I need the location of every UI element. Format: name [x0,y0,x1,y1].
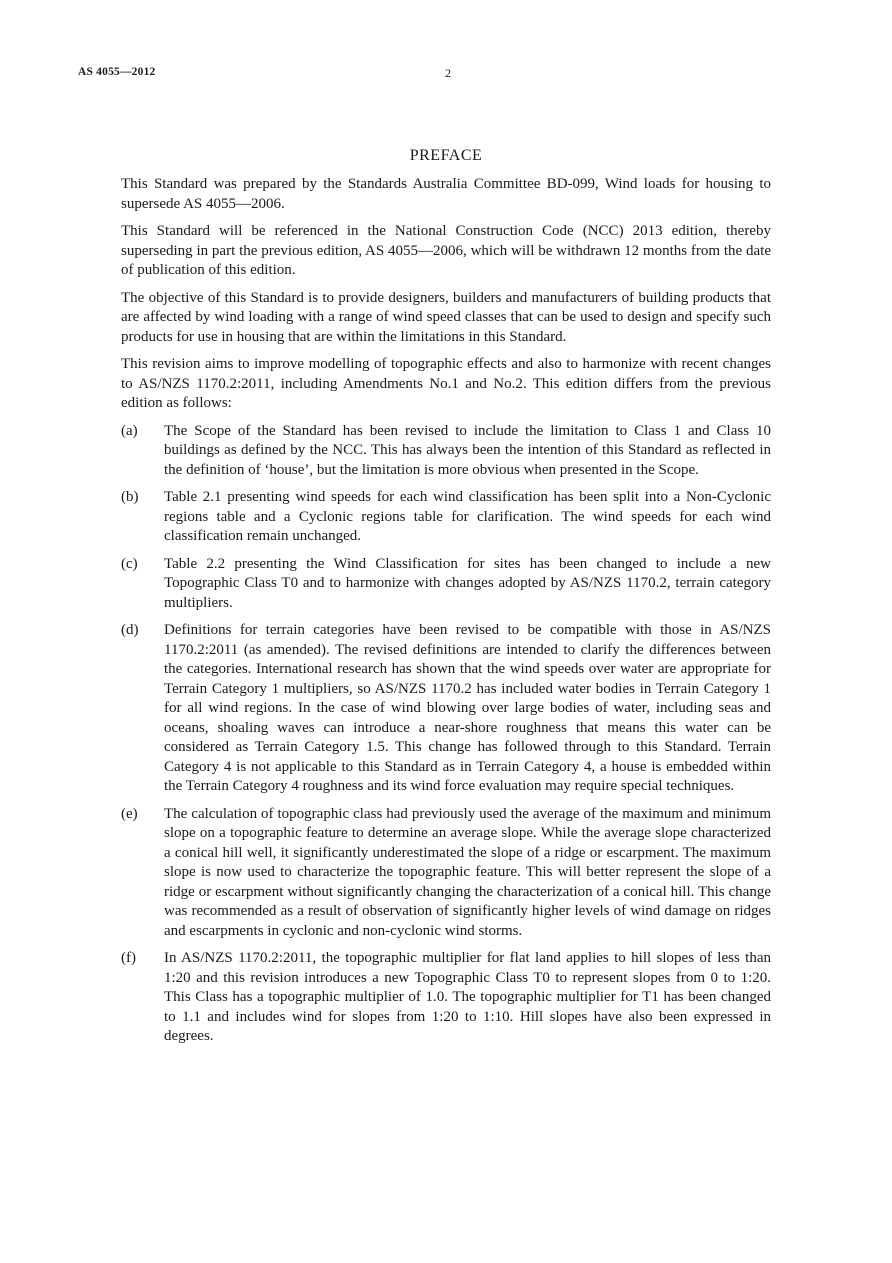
list-item-marker: (b) [121,489,139,505]
list-item-text: The calculation of topographic class had previously used the average of the maximum and minimum slope on a topographic feature to determine an average slope. While the average slope characterized a conical hill well, it significantly underestimated the slope of a ridge or escarpment. The maximum slope is now used to characterize the topographic feature. This will better represent the slope of a ridge or escarpment without significantly changing the characterization of a conical hill. This change was recommended as a result of observation of significantly higher levels of wind damage on ridges and escarpments in cyclonic and non-cyclonic wind storms. [164,805,771,939]
preface-section [121,147,771,1055]
page-number: 2 [445,66,451,80]
list-item-text: Definitions for terrain categories have been revised to be compatible with those in AS/NZS 1170.2:2011 (as amended). The revised definitions are intended to clarify the differences between the categories. International research has shown that the wind speeds over water are appropriate for Terrain Category 1 multipliers, so AS/NZS 1170.2 has included water bodies in Terrain Category 1 for all wind regions. In the case of wind blowing over large bodies of water, including seas and oceans, shoaling waves can introduce a near-shore roughness that means this water can be considered as Terrain Category 1.5. This change has followed through to this Standard. Terrain Category 4 is not applicable to this Standard as in Terrain Category 4, a house is embedded within the Terrain Category 4 roughness and its wind force evaluation may require special techniques. [164,622,771,794]
list-item [121,488,771,547]
list-item [121,805,771,942]
list-item [121,555,771,614]
list-item-text: Table 2.1 presenting wind speeds for each wind classification has been split into a Non-Cyclonic regions table and a Cyclonic regions table for clarification. The wind speeds for each wind classification remain unchanged. [164,489,771,544]
preface-paragraph-4: This revision aims to improve modelling of topographic effects and also to harmonize with recent changes to AS/NZS 1170.2:2011, including Amendments No.1 and No.2. This edition differs from the previous edition as follows: [121,356,771,411]
list-item-marker: (a) [121,422,138,439]
list-item-text: Table 2.2 presenting the Wind Classification for sites has been changed to include a new Topographic Class T0 and to harmonize with changes adopted by AS/NZS 1170.2, terrain category multipliers. [164,555,771,611]
list-item-text: In AS/NZS 1170.2:2011, the topographic multiplier for flat land applies to hill slopes of less than 1:20 and this revision introduces a new Topographic Class T0 to represent slopes from 0 to 1:20. This Class has a topographic multiplier of 1.0. The topographic multiplier for T1 has been changed to 1.1 and includes wind for slopes from 1:20 to 1:10. Hill slopes have also been expressed in degrees. [164,950,771,1044]
list-item [121,621,771,797]
page-header [78,66,814,86]
list-item [121,949,771,1047]
list-item [121,422,771,481]
list-item-marker: (f) [121,950,136,966]
preface-paragraph-2: This Standard will be referenced in the National Construction Code (NCC) 2013 edition, thereby superseding in part the previous edition, AS 4055—2006, which will be withdrawn 12 months from the date of publication of this edition. [121,223,771,278]
changes-list [121,422,771,1047]
list-item-marker: (c) [121,555,138,572]
list-item-text: The Scope of the Standard has been revised to include the limitation to Class 1 and Class 10 buildings as defined by the NCC. This has always been the intention of this Standard as reflected in the definition of ‘house’, but the limitation is more obvious when presented in the Scope. [164,422,771,478]
standard-number: AS 4055—2012 [78,66,156,78]
list-item-marker: (e) [121,805,138,822]
preface-paragraph-1: This Standard was prepared by the Standards Australia Committee BD-099, Wind loads for housing to supersede AS 4055—2006. [121,176,771,212]
preface-title: PREFACE [409,147,483,164]
preface-paragraph-3: The objective of this Standard is to provide designers, builders and manufacturers of building products that are affected by wind loading with a range of wind speed classes that can be used to design and specify such products for use in housing that are within the limitations in this Standard. [121,289,771,345]
list-item-marker: (d) [121,622,139,638]
